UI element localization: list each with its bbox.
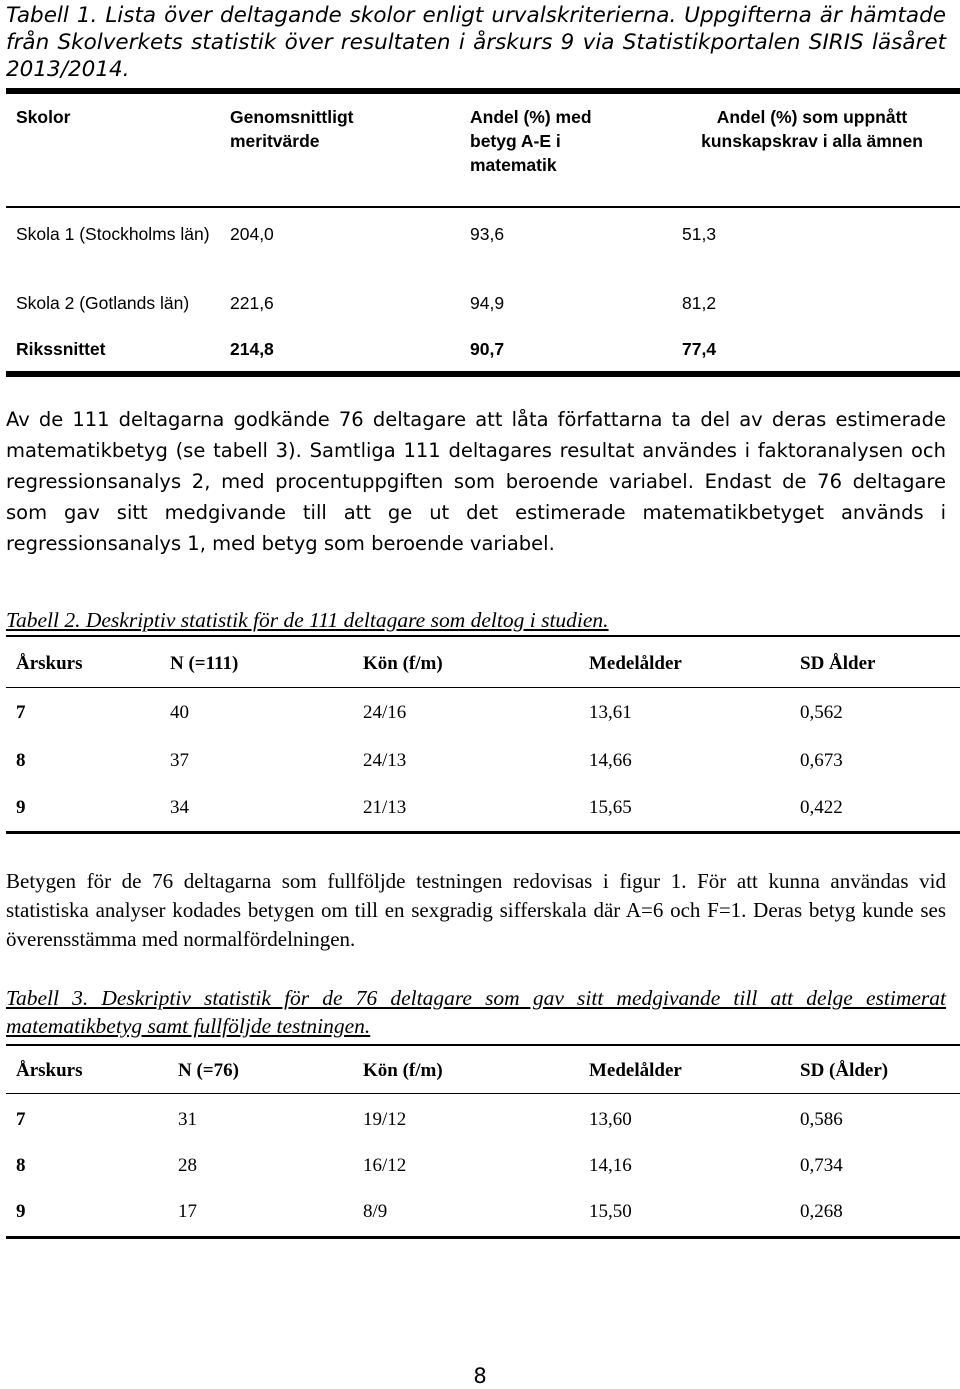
table1-row2-andel-kunskapskrav: 81,2: [682, 293, 717, 313]
table2-row1-kon: 24/16: [363, 702, 407, 723]
table2-row1-n: 40: [170, 702, 189, 723]
table1-caption: Tabell 1. Lista över deltagande skolor enligt urvalskriterierna. Uppgifterna är hämtade från Skolverkets statistik över resultaten i årskurs 9 via Statistikportalen SIRIS läsåret 2013/2014.: [6, 3, 946, 82]
table3-top-rule: [6, 1044, 960, 1046]
table2-header-rule: [6, 687, 960, 688]
table1-header-skolor: Skolor: [16, 107, 71, 127]
table3-header-medelalder: Medelålder: [589, 1060, 682, 1081]
table1-header-meritvarde: Genomsnittligt meritvärde: [230, 107, 354, 151]
table2-row1-sd: 0,562: [800, 702, 843, 723]
body-paragraph-2: Betygen för de 76 deltagarna som fullföljde testningen redovisas i figur 1. För att kunna användas vid statistiska analyser kodades betygen om till en sexgradig sifferskala där A=6 och F=1. Deras betyg kunde ses överensstämma med normalfördelningen.: [6, 869, 946, 951]
table2-header-kon: Kön (f/m): [363, 653, 443, 674]
table3-header-rule: [6, 1093, 960, 1094]
table2-header-arskurs: Årskurs: [16, 653, 83, 674]
table2-row3-medelalder: 15,65: [589, 797, 632, 818]
page-number: 8: [473, 1364, 487, 1388]
table1-row3-meritvarde: 214,8: [230, 339, 274, 359]
table3-header-sd-alder: SD (Ålder): [800, 1060, 889, 1081]
table3-row2-kon: 16/12: [363, 1155, 407, 1176]
table2-row1-arskurs: 7: [16, 702, 26, 723]
table1-top-rule: [6, 88, 960, 94]
table3-caption: Tabell 3. Deskriptiv statistik för de 76 deltagare som gav sitt medgivande till att delge estimerat matematikbetyg samt fullföljde testningen.: [6, 986, 946, 1038]
table3-row3-sd: 0,268: [800, 1201, 843, 1222]
table1-row3-andel-kunskapskrav: 77,4: [682, 339, 717, 359]
table2-row3-sd: 0,422: [800, 797, 843, 818]
table3-row3-arskurs: 9: [16, 1201, 26, 1222]
table2-row3-n: 34: [170, 797, 189, 818]
table3-row1-n: 31: [178, 1109, 197, 1130]
table2-row2-kon: 24/13: [363, 750, 407, 771]
table2-header-medelalder: Medelålder: [589, 653, 682, 674]
table3-row3-kon: 8/9: [363, 1201, 388, 1222]
table2-row2-medelalder: 14,66: [589, 750, 632, 771]
table2-caption: Tabell 2. Deskriptiv statistik för de 111 deltagare som deltog i studien.: [6, 608, 609, 632]
table1-row1-andel-matematik: 93,6: [470, 224, 505, 244]
table3-row1-medelalder: 13,60: [589, 1109, 632, 1130]
table3-row1-sd: 0,586: [800, 1109, 843, 1130]
table3-row2-n: 28: [178, 1155, 197, 1176]
table1-header-andel-matematik: Andel (%) med betyg A-E i matematik: [470, 107, 592, 175]
table2-row2-sd: 0,673: [800, 750, 843, 771]
table3-row2-arskurs: 8: [16, 1155, 26, 1176]
table3-row3-medelalder: 15,50: [589, 1201, 632, 1222]
table1-bottom-rule: [6, 371, 960, 377]
table1-row1-school: Skola 1 (Stockholms län): [16, 224, 210, 244]
table1-row1-meritvarde: 204,0: [230, 224, 274, 244]
table1-row2-school: Skola 2 (Gotlands län): [16, 293, 190, 313]
table2-bottom-rule: [6, 831, 960, 834]
table1-row2-meritvarde: 221,6: [230, 293, 274, 313]
table3-row1-arskurs: 7: [16, 1109, 26, 1130]
table2-row1-medelalder: 13,61: [589, 702, 632, 723]
table2-top-rule: [6, 635, 960, 637]
table2-row2-n: 37: [170, 750, 189, 771]
table3-bottom-rule: [6, 1236, 960, 1239]
table3-row2-sd: 0,734: [800, 1155, 843, 1176]
body-paragraph-1: Av de 111 deltagarna godkände 76 deltagare att låta författarna ta del av deras estimerade matematikbetyg (se tabell 3). Samtliga 111 deltagares resultat användes i faktoranalysen och regressionsanalys 2, med procentuppgiften som beroende variabel. Endast de 76 deltagare som gav sitt medgivande till att ge ut det estimerade matematikbetyget används i regressionsanalys 1, med betyg som beroende variabel.: [6, 408, 946, 555]
table1-row3-school: Rikssnittet: [16, 339, 106, 359]
table2-header-n: N (=111): [170, 653, 239, 674]
table3-header-kon: Kön (f/m): [363, 1060, 443, 1081]
table3-header-arskurs: Årskurs: [16, 1060, 83, 1081]
table3-row2-medelalder: 14,16: [589, 1155, 632, 1176]
table1-header-andel-kunskapskrav: Andel (%) som uppnått kunskapskrav i alla ämnen: [701, 107, 923, 151]
table1-row1-andel-kunskapskrav: 51,3: [682, 224, 717, 244]
table2-row3-arskurs: 9: [16, 797, 26, 818]
table1-header-rule: [6, 206, 960, 208]
table2-row3-kon: 21/13: [363, 797, 407, 818]
table3-row1-kon: 19/12: [363, 1109, 407, 1130]
table1-row2-andel-matematik: 94,9: [470, 293, 505, 313]
table2-header-sd-alder: SD Ålder: [800, 653, 876, 674]
table3-header-n: N (=76): [178, 1060, 239, 1081]
table2-row2-arskurs: 8: [16, 750, 26, 771]
table3-row3-n: 17: [178, 1201, 197, 1222]
table1-row3-andel-matematik: 90,7: [470, 339, 505, 359]
